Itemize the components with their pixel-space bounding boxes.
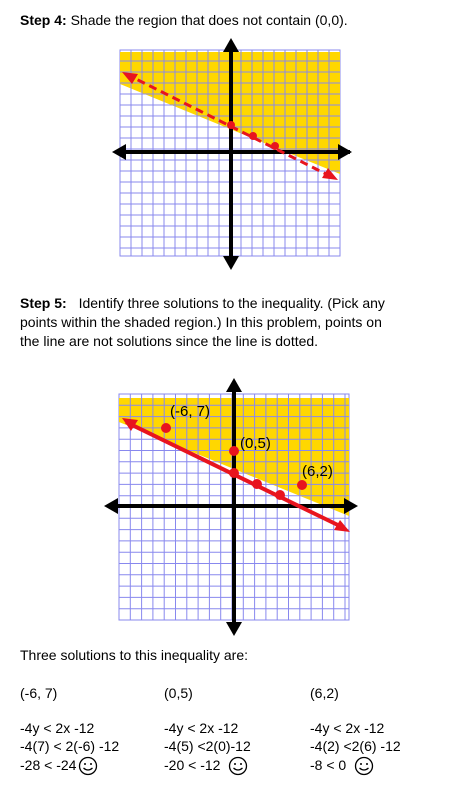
- solution-1-line1: -4y < 2x -12: [20, 720, 95, 736]
- point-line-2: [271, 142, 279, 150]
- solution-3-line1: -4y < 2x -12: [310, 720, 385, 736]
- solutions-heading: Three solutions to this inequality are:: [20, 647, 249, 663]
- step4-text: Shade the region that does not contain (0,0).: [70, 12, 348, 28]
- step5-line1-text: Identify three solutions to the inequality. (Pick any: [78, 295, 385, 311]
- label-point-neg6-7: (-6, 7): [170, 403, 211, 420]
- point-y-intercept: [227, 121, 235, 129]
- smiley-icon: [228, 756, 248, 776]
- x-axis-arrow-right: [344, 498, 358, 514]
- solution-2-line1: -4y < 2x -12: [164, 720, 239, 736]
- point-line-2: [275, 490, 285, 500]
- y-axis-arrow-down: [226, 622, 242, 636]
- step5-label: Step 5:: [20, 295, 67, 311]
- solution-1-line3: [20, 756, 98, 776]
- point-line-1: [249, 132, 257, 140]
- solution-1-point: (-6, 7): [20, 685, 58, 701]
- y-axis-arrow-up: [226, 378, 242, 392]
- solution-3-point: (6,2): [310, 685, 339, 701]
- graph-step5: [104, 378, 358, 636]
- point-line-1: [252, 479, 262, 489]
- solution-2-point: (0,5): [164, 685, 193, 701]
- solution-2-line2: -4(5) <2(0)-12: [164, 738, 251, 754]
- step5-line1: [20, 294, 385, 312]
- y-axis-arrow-up: [223, 38, 239, 52]
- label-point-6-2: (6,2): [302, 463, 333, 480]
- solution-3-result: -8 < 0: [310, 757, 347, 773]
- smiley-icon: [78, 756, 98, 776]
- label-point-0-5: (0,5): [240, 435, 271, 452]
- x-axis-arrow-left: [104, 498, 118, 514]
- solution-3-line3: [310, 756, 374, 776]
- y-axis-arrow-down: [223, 256, 239, 270]
- step4-label: Step 4:: [20, 12, 67, 28]
- point-y-intercept: [229, 468, 239, 478]
- step4-heading: [20, 11, 348, 29]
- step5-line3: the line are not solutions since the line is dotted.: [20, 333, 319, 349]
- x-axis-arrow-left: [112, 144, 126, 160]
- solution-2-line3: [164, 756, 248, 776]
- point-neg6-7: [161, 423, 171, 433]
- x-axis-arrow-right: [338, 144, 352, 160]
- solution-2-result: -20 < -12: [164, 757, 221, 773]
- solution-3-line2: -4(2) <2(6) -12: [310, 738, 401, 754]
- solution-1-line2: -4(7) < 2(-6) -12: [20, 738, 120, 754]
- point-6-2: [297, 480, 307, 490]
- graph-step4: [112, 38, 352, 270]
- solution-1-result: -28 < -24: [20, 757, 77, 773]
- point-0-5: [229, 446, 239, 456]
- step5-line2: points within the shaded region.) In this problem, points on: [20, 314, 382, 330]
- smiley-icon: [354, 756, 374, 776]
